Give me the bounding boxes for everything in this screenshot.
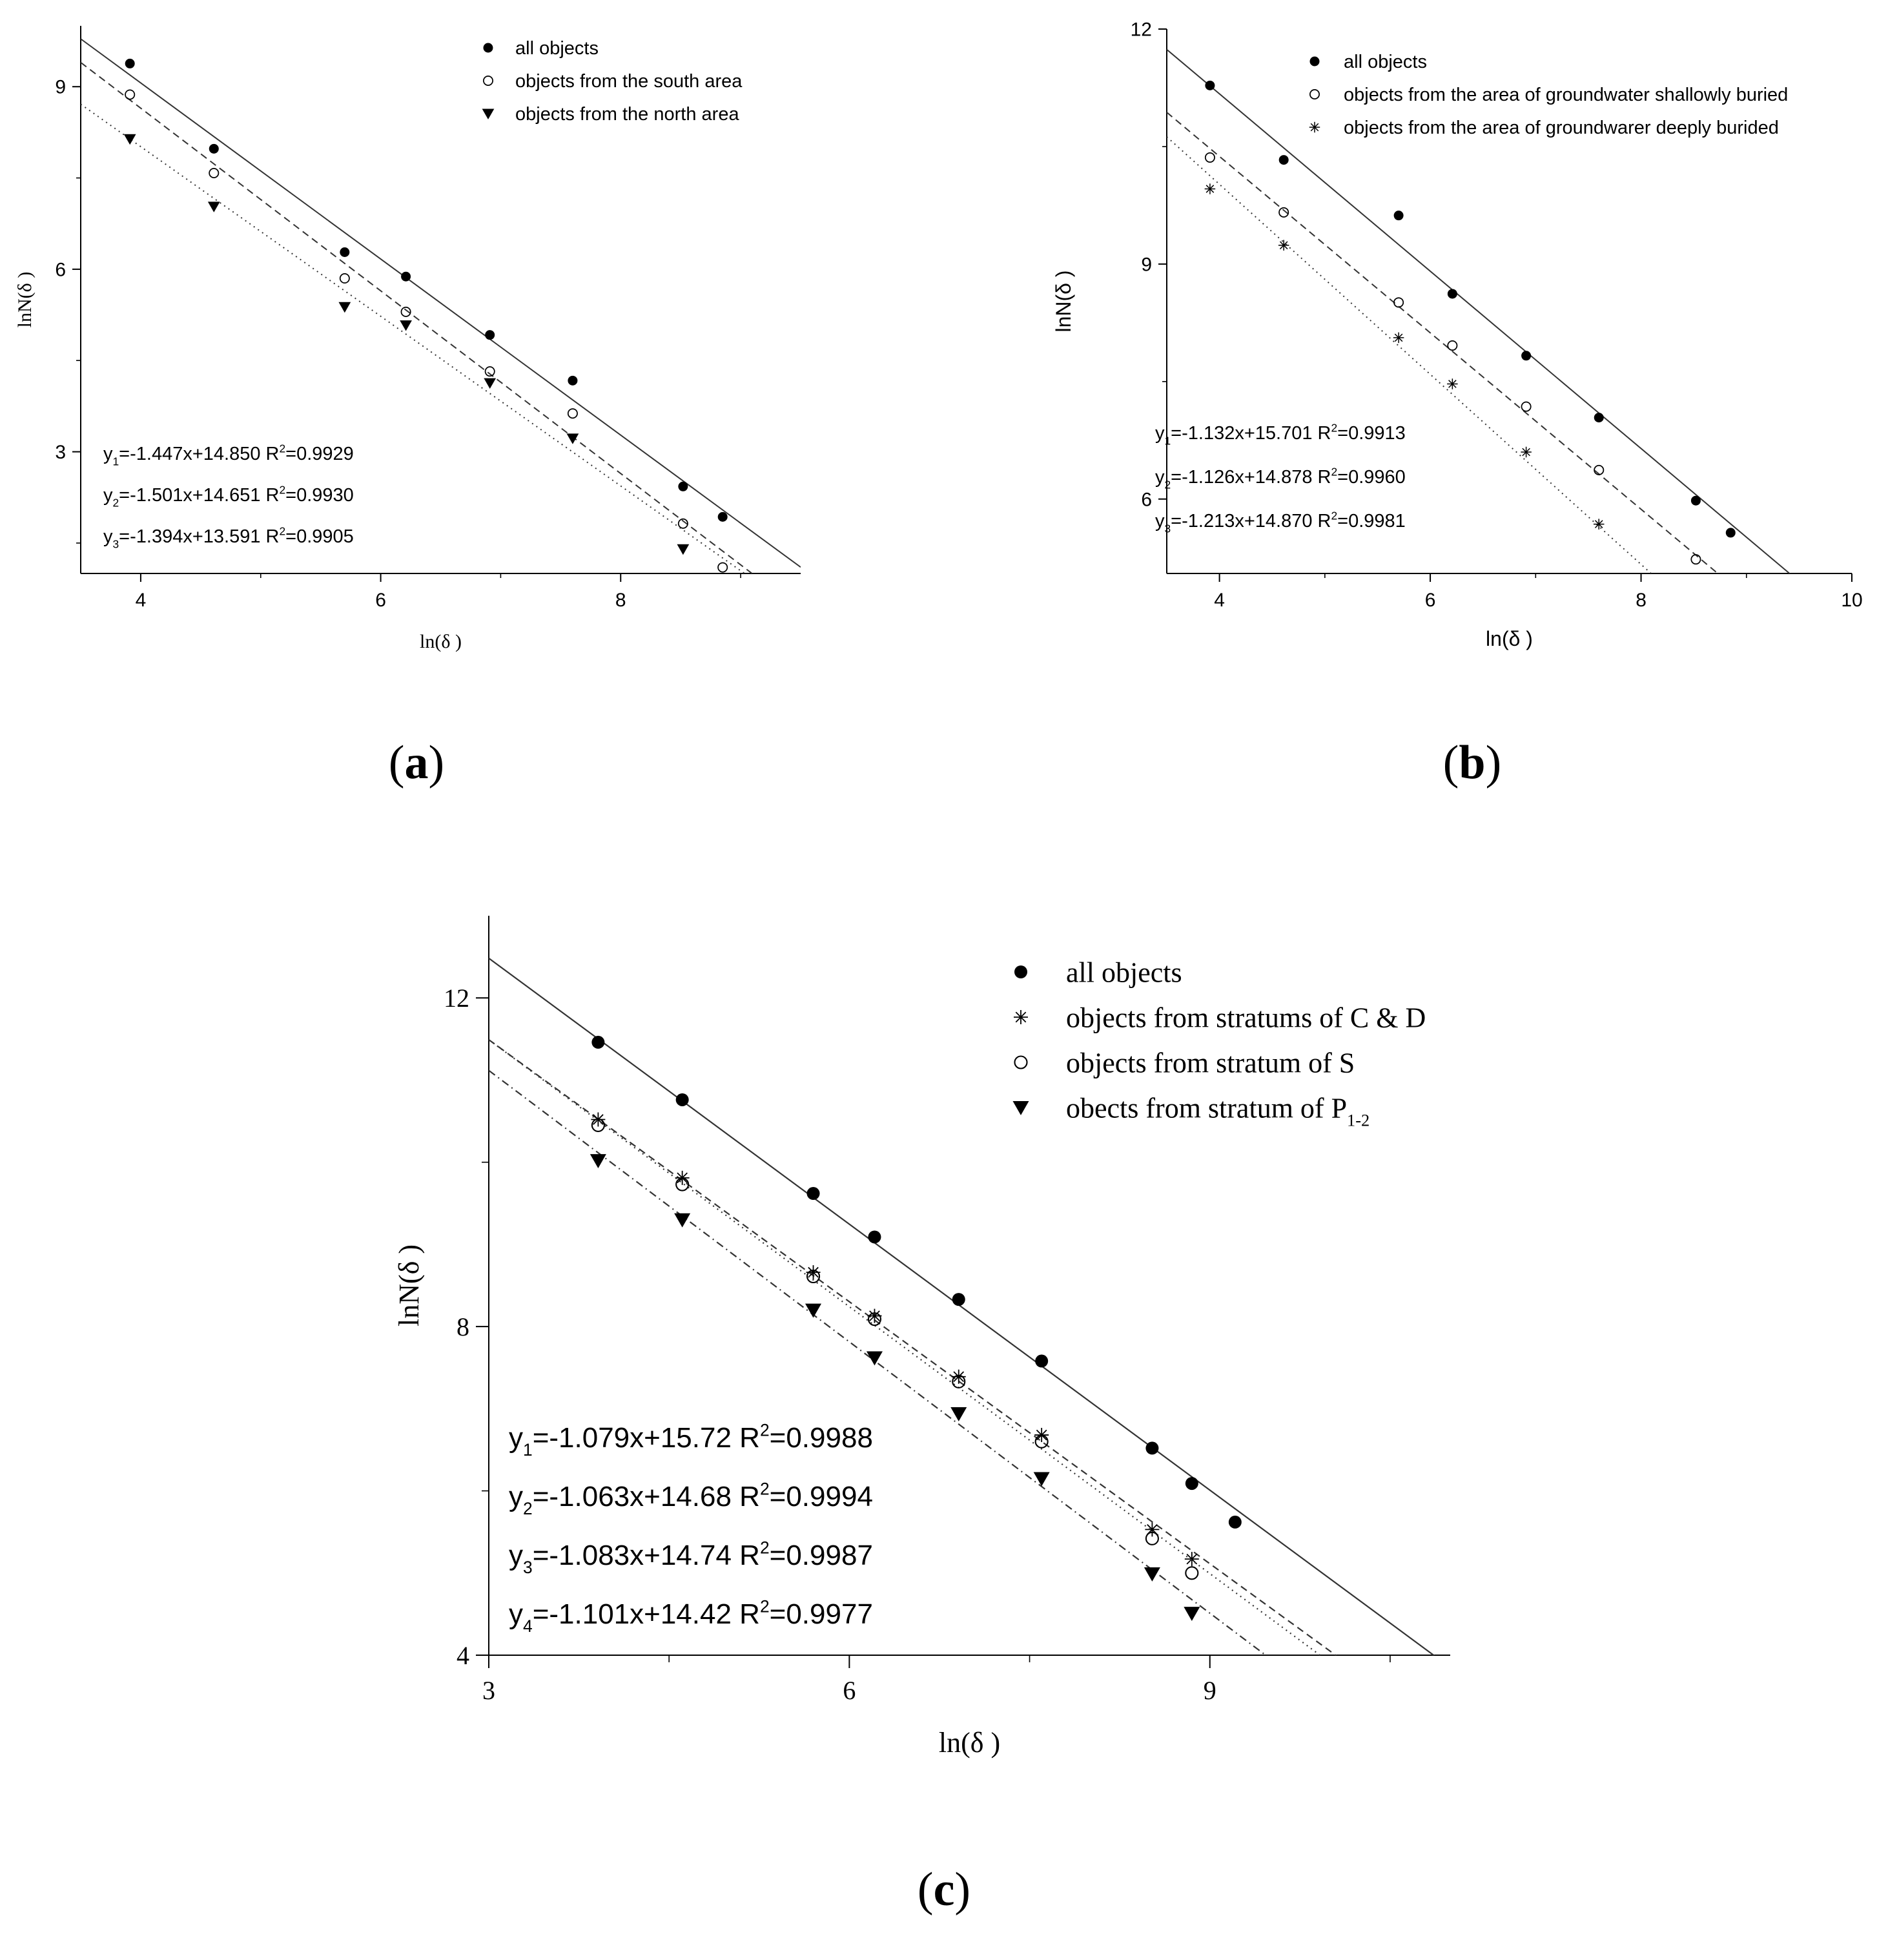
data-point bbox=[950, 1407, 967, 1421]
equation-label: $y_1=-1.079x+15.72$ $R^2=0.9988$ bbox=[509, 1420, 873, 1460]
data-point bbox=[591, 1036, 604, 1049]
data-point bbox=[1521, 402, 1530, 411]
data-point bbox=[805, 1304, 821, 1318]
data-point bbox=[1448, 341, 1457, 350]
data-point bbox=[125, 90, 134, 99]
x-tick-label: 6 bbox=[843, 1676, 856, 1705]
data-point bbox=[952, 1293, 965, 1306]
legend-entry: objects from the area of groundwarer deeply burided bbox=[1344, 118, 1779, 139]
equation-label: $y_2=-1.126x+14.878$ $R^2=0.9960$ bbox=[1155, 465, 1406, 491]
legend bbox=[482, 38, 743, 125]
data-point bbox=[338, 302, 351, 313]
data-point bbox=[1726, 528, 1736, 537]
legend-entry: objects from stratums of C & D bbox=[1066, 1002, 1426, 1034]
data-point bbox=[568, 376, 577, 386]
y-tick-label: 3 bbox=[55, 442, 66, 464]
y-axis-label: lnN(δ ) bbox=[393, 1244, 425, 1327]
data-point bbox=[718, 562, 727, 572]
data-point bbox=[209, 169, 218, 178]
data-point bbox=[1594, 413, 1604, 422]
legend-entry: all objects bbox=[1344, 52, 1427, 73]
data-point bbox=[1145, 1441, 1158, 1454]
legend-entry: all objects bbox=[1066, 956, 1182, 989]
legend-marker bbox=[484, 43, 493, 53]
panel-label: (b) bbox=[1442, 736, 1502, 789]
data-point bbox=[807, 1187, 820, 1200]
data-point bbox=[590, 1154, 606, 1168]
legend-entry: all objects bbox=[515, 38, 599, 59]
x-tick-label: 10 bbox=[1841, 590, 1863, 611]
x-tick-label: 4 bbox=[1214, 590, 1225, 611]
equation-label: $y_3=-1.083x+14.74$ $R^2=0.9987$ bbox=[509, 1538, 873, 1578]
chart-panel-2 bbox=[1052, 19, 1863, 790]
data-point bbox=[674, 1213, 690, 1228]
legend-marker bbox=[1013, 1101, 1029, 1115]
y-tick-label: 6 bbox=[1141, 489, 1152, 511]
data-point bbox=[1035, 1355, 1048, 1368]
x-tick-label: 6 bbox=[375, 590, 386, 611]
series-3 bbox=[1167, 137, 1852, 754]
fit-line bbox=[489, 1040, 1450, 1738]
legend-marker bbox=[1015, 1057, 1027, 1069]
legend-marker bbox=[482, 109, 495, 119]
data-point bbox=[400, 320, 412, 331]
equation-label: $y_3=-1.394x+13.591$ $R^2=0.9905$ bbox=[103, 524, 354, 551]
legend-marker bbox=[1310, 57, 1320, 67]
x-tick-label: 9 bbox=[1203, 1676, 1216, 1705]
series-2 bbox=[489, 1040, 1450, 1738]
equation-label: $y_3=-1.213x+14.870$ $R^2=0.9981$ bbox=[1155, 509, 1406, 535]
chart-panel-3 bbox=[393, 916, 1450, 1916]
data-point bbox=[208, 201, 220, 212]
equations bbox=[1155, 421, 1406, 535]
legend-entry: objects from stratum of S bbox=[1066, 1047, 1355, 1079]
data-point bbox=[677, 544, 690, 555]
legend bbox=[1013, 956, 1426, 1130]
data-point bbox=[209, 144, 219, 154]
y-tick-label: 6 bbox=[55, 259, 66, 281]
legend-marker bbox=[1014, 965, 1027, 978]
legend bbox=[1309, 52, 1789, 138]
data-point bbox=[868, 1230, 881, 1243]
legend-subscript: 1-2 bbox=[1347, 1110, 1370, 1130]
data-point bbox=[484, 378, 496, 389]
data-point bbox=[1184, 1607, 1200, 1621]
x-tick-label: 8 bbox=[1636, 590, 1647, 611]
data-point bbox=[952, 1370, 966, 1384]
data-point bbox=[1521, 447, 1532, 458]
data-point bbox=[1144, 1567, 1160, 1582]
x-axis-label: ln(δ ) bbox=[938, 1727, 1001, 1759]
fit-line bbox=[1167, 112, 1852, 686]
data-point bbox=[1185, 1477, 1198, 1490]
data-point bbox=[1205, 81, 1215, 90]
data-point bbox=[1447, 378, 1458, 389]
x-axis-label: ln(δ ) bbox=[420, 631, 462, 652]
data-point bbox=[867, 1351, 883, 1365]
data-point bbox=[1521, 351, 1531, 360]
legend-marker bbox=[1014, 1010, 1028, 1024]
data-point bbox=[1206, 153, 1215, 162]
data-point bbox=[124, 134, 136, 145]
data-point bbox=[718, 512, 728, 522]
data-point bbox=[1278, 240, 1289, 251]
data-point bbox=[678, 482, 688, 491]
data-point bbox=[1185, 1552, 1199, 1566]
panel-label: (c) bbox=[917, 1863, 971, 1916]
panel-label: (a) bbox=[388, 736, 445, 789]
data-point bbox=[1185, 1567, 1198, 1579]
data-point bbox=[1448, 289, 1457, 298]
legend-marker bbox=[1310, 90, 1319, 99]
data-point bbox=[340, 247, 349, 257]
legend-entry: objects from the north area bbox=[515, 104, 739, 125]
fit-line bbox=[1167, 137, 1852, 754]
fit-line bbox=[489, 1040, 1450, 1751]
y-tick-label: 4 bbox=[457, 1641, 469, 1670]
equations bbox=[103, 442, 354, 550]
x-tick-label: 8 bbox=[615, 590, 626, 611]
data-point bbox=[401, 272, 411, 282]
x-tick-label: 3 bbox=[482, 1676, 495, 1705]
series-3 bbox=[489, 1040, 1450, 1751]
data-point bbox=[1393, 333, 1404, 344]
equations bbox=[509, 1420, 873, 1636]
data-point bbox=[1205, 183, 1216, 194]
data-point bbox=[567, 433, 579, 444]
x-tick-label: 4 bbox=[135, 590, 147, 611]
y-tick-label: 12 bbox=[1130, 19, 1152, 41]
x-axis-label: ln(δ ) bbox=[1486, 627, 1533, 650]
data-point bbox=[1394, 298, 1403, 307]
data-point bbox=[125, 59, 135, 68]
data-point bbox=[1034, 1472, 1050, 1486]
legend-entry: obects from stratum of $P_{1-2}$ bbox=[1066, 1092, 1370, 1130]
series-2 bbox=[1167, 112, 1852, 686]
data-point bbox=[1229, 1516, 1242, 1529]
equation-label: $y_1=-1.447x+14.850$ $R^2=0.9929$ bbox=[103, 442, 354, 468]
y-tick-label: 12 bbox=[444, 984, 469, 1013]
equation-label: $y_1=-1.132x+15.701$ $R^2=0.9913$ bbox=[1155, 421, 1406, 448]
legend-entry: objects from the area of groundwater shallowly buried bbox=[1344, 85, 1789, 106]
y-axis-label: lnN(δ ) bbox=[14, 271, 36, 328]
y-tick-label: 9 bbox=[1141, 254, 1152, 276]
data-point bbox=[1594, 519, 1605, 530]
y-tick-label: 9 bbox=[55, 76, 66, 98]
chart-panel-1 bbox=[14, 26, 801, 789]
legend-marker bbox=[1309, 122, 1320, 133]
data-point bbox=[1394, 211, 1404, 220]
legend-entry: objects from the south area bbox=[515, 71, 743, 92]
data-point bbox=[676, 1093, 689, 1106]
data-point bbox=[340, 274, 349, 283]
x-tick-label: 6 bbox=[1424, 590, 1436, 611]
data-point bbox=[485, 330, 495, 340]
equation-label: $y_2=-1.063x+14.68$ $R^2=0.9994$ bbox=[509, 1479, 873, 1519]
equation-label: $y_2=-1.501x+14.651$ $R^2=0.9930$ bbox=[103, 483, 354, 510]
data-point bbox=[568, 409, 577, 418]
legend-marker bbox=[484, 76, 493, 85]
equation-label: $y_4=-1.101x+14.42$ $R^2=0.9977$ bbox=[509, 1596, 873, 1636]
data-point bbox=[1691, 496, 1701, 506]
data-point bbox=[1279, 155, 1289, 165]
y-tick-label: 8 bbox=[457, 1312, 469, 1342]
data-point bbox=[1691, 555, 1700, 564]
y-axis-label: lnN(δ ) bbox=[1052, 270, 1075, 333]
